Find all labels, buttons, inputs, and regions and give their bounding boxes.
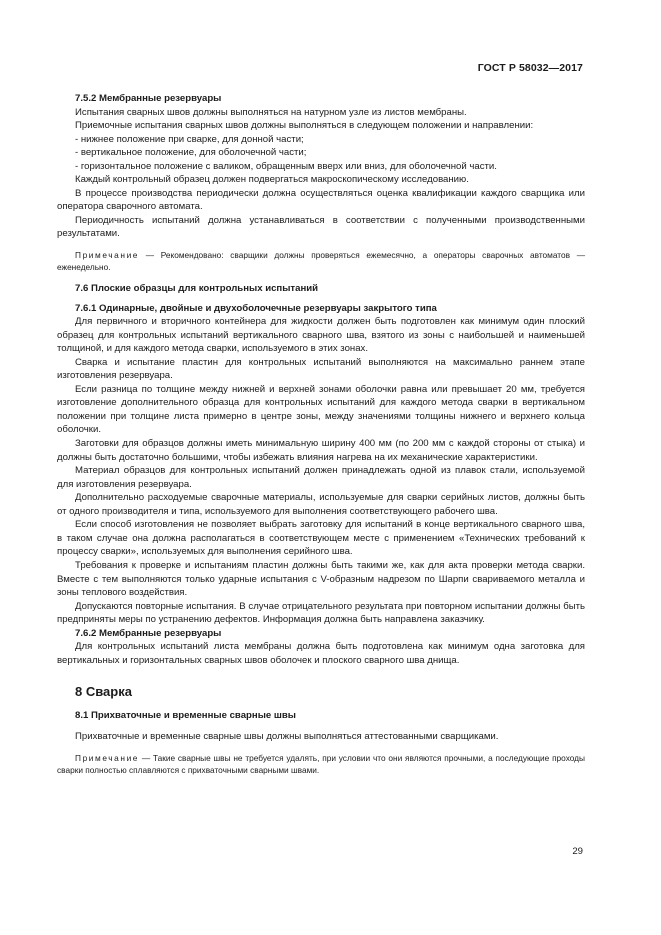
section-heading-7-5-2: 7.5.2 Мембранные резервуары	[75, 93, 222, 104]
note-label: Примечание	[75, 250, 140, 261]
note-text: — Такие сварные швы не требуется удалять, при условии что они являются прочными, а последующие проходы сварки полностью сплавляются с прихваточными сварными швами.	[57, 752, 585, 775]
paragraph: Дополнительно расходуемые сварочные материалы, используемые для сварки серийных листов, должны быть от одного производителя и типа, используемого для выполнения соответствующего рабочего шва.	[57, 492, 585, 517]
paragraph: Требования к проверке и испытаниям пластин должны быть такими же, как для акта проверки метода сварки. Вместе с тем выполняются только ударные испытания с V-образным надрезом по Шарпи свариваемого металла и зоны теплового воздействия.	[57, 559, 585, 599]
paragraph: Периодичность испытаний должна устанавливаться в соответствии с полученными производственными результатами.	[57, 214, 585, 240]
page-content	[57, 92, 585, 785]
chapter-heading-8: 8 Сварка	[75, 684, 132, 700]
paragraph: Для контрольных испытаний листа мембраны должна быть подготовлена как минимум одна заготовка для вертикальных и горизонтальных сварных швов оболочек и плоского сварного шва днища.	[57, 641, 585, 666]
note	[57, 249, 585, 273]
list-item: - нижнее положение при сварке, для донной части;	[75, 133, 304, 145]
paragraph: Испытания сварных швов должны выполняться на натурном узле из листов мембраны.	[75, 106, 467, 118]
paragraph: Материал образцов для контрольных испытаний должен принадлежать одной из плавок стали, используемой для изготовления резервуара.	[57, 465, 585, 490]
list-item: - вертикальное положение, для оболочечной части;	[75, 147, 307, 159]
paragraph: Допускаются повторные испытания. В случае отрицательного результата при повторном испытании должны быть предприняты меры по устранению дефектов. Информация должна быть направлена заказчику.	[57, 600, 585, 626]
paragraph: Приемочные испытания сварных швов должны выполняться в следующем положении и направлении:	[75, 120, 534, 132]
section-heading-7-6-2: 7.6.2 Мембранные резервуары	[75, 627, 222, 639]
note-text: — Рекомендовано: сварщики должны проверяться ежемесячно, а операторы сварочных автоматов — еженедельно.	[57, 250, 585, 273]
standard-header: ГОСТ Р 58032—2017	[477, 62, 583, 74]
section-heading-8-1: 8.1 Прихваточные и временные сварные швы	[75, 709, 296, 721]
list-item: - горизонтальное положение с валиком, обращенным вверх или вниз, для оболочечной части.	[75, 160, 497, 172]
paragraph: Если способ изготовления не позволяет выбрать заготовку для испытаний в конце вертикального сварного шва, в таком случае она должна располагаться в соответствующем месте с применением «Технических требований к процессу сварки», используемых для выполнения серийного шва.	[57, 519, 585, 558]
paragraph: В процессе производства периодически должна осуществляться оценка квалификации каждого сварщика или оператора сварочного автомата.	[57, 187, 585, 213]
section-heading-7-6-1: 7.6.1 Одинарные, двойные и двухоболочечные резервуары закрытого типа	[75, 302, 437, 314]
paragraph: Сварка и испытание пластин для контрольных испытаний выполняются на максимально раннем этапе изготовления резервуара.	[57, 356, 585, 382]
note-label: Примечание	[75, 752, 140, 763]
section-heading-7-6: 7.6 Плоские образцы для контрольных испытаний	[75, 283, 319, 295]
paragraph: Заготовки для образцов должны иметь минимальную ширину 400 мм (по 200 мм с каждой стороны от стыка) и должны быть достаточно большими, чтобы избежать влияния нагрева на их механические характеристики.	[57, 438, 585, 463]
paragraph: Прихваточные и временные сварные швы должны выполняться аттестованными сварщиками.	[75, 731, 499, 743]
paragraph: Для первичного и вторичного контейнера для жидкости должен быть подготовлен как минимум один плоский образец для контрольных испытаний вертикального сварного шва, взятого из зоны с наибольшей и наименьшей толщиной, и для каждого метода сварки, используемого в этих зонах.	[57, 316, 585, 355]
paragraph: Если разница по толщине между нижней и верхней зонами оболочки равна или превышает 20 мм, требуется изготовление дополнительного образца для контрольных испытаний для каждого метода сварки в вертикальном положении при толщине листа примерно в центре зоны, между значениями толщины нижнего и верхнего кольца оболочки.	[57, 383, 585, 436]
page-number: 29	[572, 846, 583, 857]
note	[57, 752, 585, 776]
paragraph: Каждый контрольный образец должен подвергаться макроскопическому исследованию.	[75, 174, 469, 186]
